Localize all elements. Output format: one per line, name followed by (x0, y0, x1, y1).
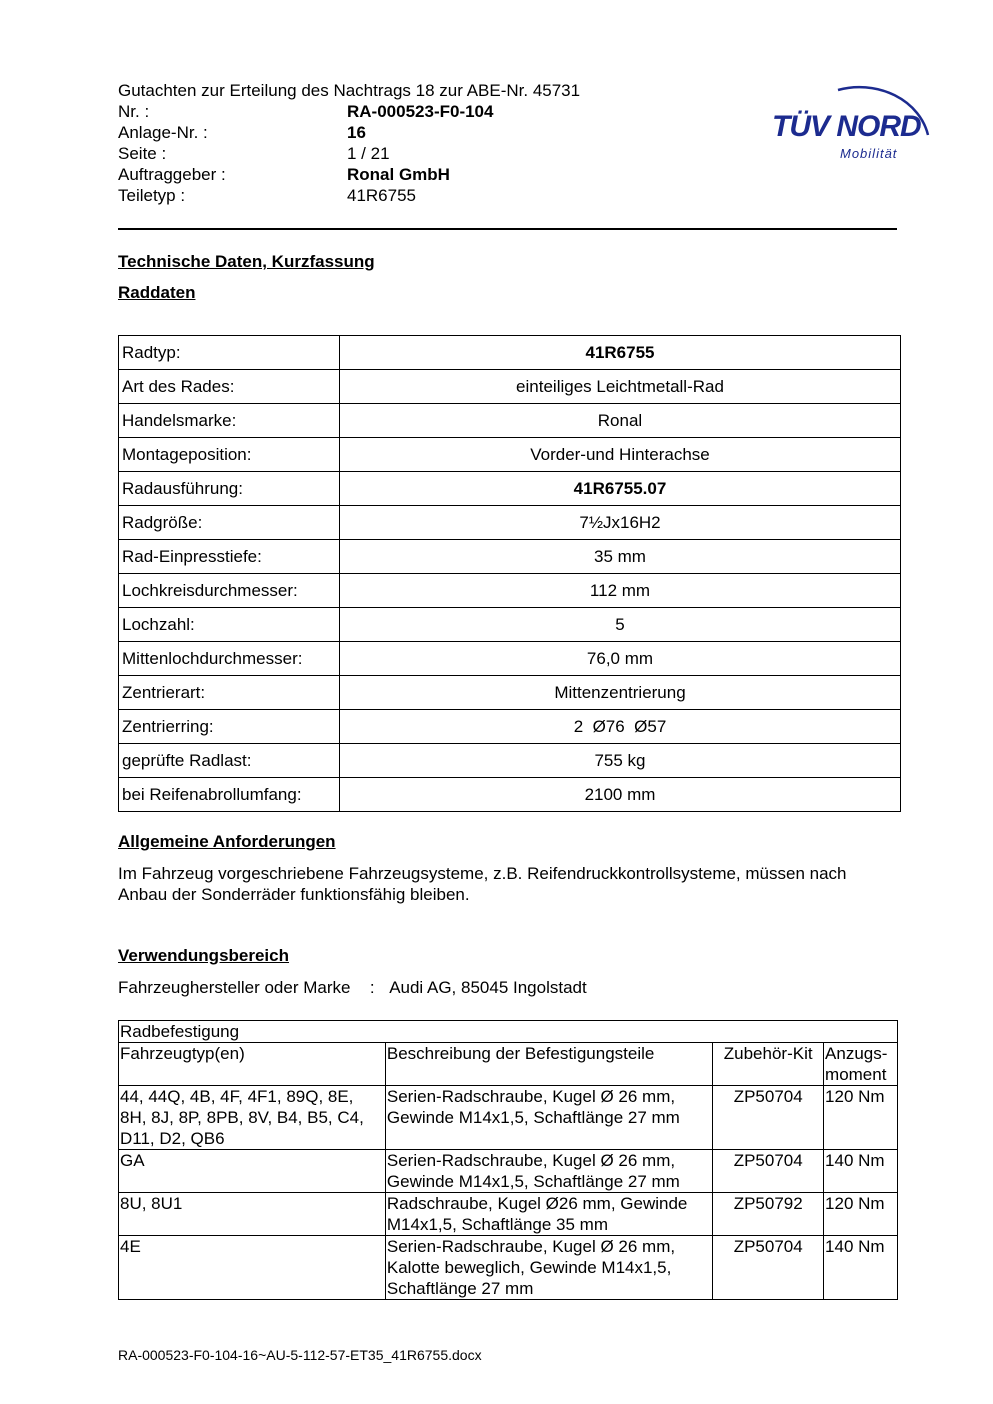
raddaten-value: 41R6755 (340, 336, 901, 370)
raddaten-label: Montageposition: (119, 438, 340, 472)
raddaten-value: 76,0 mm (340, 642, 901, 676)
header-label: Anlage-Nr. : (118, 123, 208, 142)
column-header: Zubehör-Kit (713, 1043, 824, 1086)
table-row (119, 472, 901, 506)
raddaten-value: 2100 mm (340, 778, 901, 812)
raddaten-value: 41R6755.07 (340, 472, 901, 506)
raddaten-value: Vorder-und Hinterachse (340, 438, 901, 472)
logo-subtitle: Mobilität (840, 146, 898, 161)
raddaten-value: einteiliges Leichtmetall-Rad (340, 370, 901, 404)
header-value: RA-000523-F0-104 (347, 102, 494, 121)
raddaten-label: Radausführung: (119, 472, 340, 506)
raddaten-label: Radgröße: (119, 506, 340, 540)
table-row (119, 642, 901, 676)
table-row (119, 778, 901, 812)
raddaten-label: Art des Rades: (119, 370, 340, 404)
section-heading-technische: Technische Daten, Kurzfassung (118, 252, 375, 271)
column-header: Fahrzeugtyp(en) (119, 1043, 386, 1086)
header-row (118, 122, 580, 143)
table-row (119, 676, 901, 710)
table-row (119, 370, 901, 404)
document-header (118, 80, 580, 206)
header-label: Auftraggeber : (118, 165, 226, 184)
table-row (119, 1236, 898, 1300)
fahrzeugtyp-cell: 44, 44Q, 4B, 4F, 4F1, 89Q, 8E, 8H, 8J, 8P, 8PB, 8V, B4, B5, C4, D11, D2, QB6 (119, 1086, 386, 1150)
zubehoer-kit-cell: ZP50704 (713, 1086, 824, 1150)
raddaten-value: 755 kg (340, 744, 901, 778)
radbefestigung-table (118, 1020, 898, 1300)
header-value: 16 (347, 123, 366, 142)
raddaten-value: Mittenzentrierung (340, 676, 901, 710)
table-row (119, 506, 901, 540)
raddaten-label: Lochzahl: (119, 608, 340, 642)
anzugsmoment-cell: 140 Nm (824, 1150, 898, 1193)
fahrzeughersteller-line (118, 978, 587, 998)
allgemeine-text: Im Fahrzeug vorgeschriebene Fahrzeugsysteme, z.B. Reifendruckkontrollsysteme, müssen nach Anbau der Sonderräder funktionsfähig bleiben. (118, 864, 847, 904)
fahrzeughersteller-separator: : (369, 978, 375, 997)
table-header-row (119, 1043, 898, 1086)
anzugsmoment-cell: 120 Nm (824, 1086, 898, 1150)
raddaten-label: Rad-Einpresstiefe: (119, 540, 340, 574)
header-label: Teiletyp : (118, 186, 186, 205)
raddaten-label: Radtyp: (119, 336, 340, 370)
header-row (118, 185, 580, 206)
table-row (119, 540, 901, 574)
beschreibung-cell: Radschraube, Kugel Ø26 mm, Gewinde M14x1,5, Schaftlänge 35 mm (385, 1193, 712, 1236)
header-title: Gutachten zur Erteilung des Nachtrags 18 zur ABE-Nr. 45731 (118, 81, 581, 100)
zubehoer-kit-cell: ZP50792 (713, 1193, 824, 1236)
footer-filename: RA-000523-F0-104-16~AU-5-112-57-ET35_41R6755.docx (118, 1347, 482, 1363)
raddaten-value: Ronal (340, 404, 901, 438)
beschreibung-cell: Serien-Radschraube, Kugel Ø 26 mm, Gewinde M14x1,5, Schaftlänge 27 mm (385, 1086, 712, 1150)
table-row (119, 710, 901, 744)
table-row (119, 404, 901, 438)
raddaten-label: bei Reifenabrollumfang: (119, 778, 340, 812)
beschreibung-cell: Serien-Radschraube, Kugel Ø 26 mm, Kalotte beweglich, Gewinde M14x1,5, Schaftlänge 27 mm (385, 1236, 712, 1300)
raddaten-value: 2 Ø76 Ø57 (340, 710, 901, 744)
section-heading-allgemeine: Allgemeine Anforderungen (118, 832, 336, 851)
anzugsmoment-cell: 120 Nm (824, 1193, 898, 1236)
header-value: Ronal GmbH (347, 165, 450, 184)
table-row (119, 336, 901, 370)
raddaten-value: 35 mm (340, 540, 901, 574)
table-row (119, 438, 901, 472)
raddaten-label: Handelsmarke: (119, 404, 340, 438)
raddaten-label: Zentrierart: (119, 676, 340, 710)
table-title-row (119, 1021, 898, 1043)
anzugsmoment-cell: 140 Nm (824, 1236, 898, 1300)
header-row (118, 143, 580, 164)
header-value: 41R6755 (347, 186, 417, 205)
table-row (119, 608, 901, 642)
fahrzeugtyp-cell: 4E (119, 1236, 386, 1300)
header-row (118, 101, 580, 122)
header-row (118, 164, 580, 185)
fahrzeugtyp-cell: GA (119, 1150, 386, 1193)
table-row (119, 744, 901, 778)
zubehoer-kit-cell: ZP50704 (713, 1236, 824, 1300)
header-label: Seite : (118, 144, 167, 163)
section-heading-verwendung: Verwendungsbereich (118, 946, 289, 965)
beschreibung-cell: Serien-Radschraube, Kugel Ø 26 mm, Gewinde M14x1,5, Schaftlänge 27 mm (385, 1150, 712, 1193)
table-row (119, 1086, 898, 1150)
fahrzeughersteller-value: Audi AG, 85045 Ingolstadt (389, 978, 587, 997)
fahrzeugtyp-cell: 8U, 8U1 (119, 1193, 386, 1236)
table-title-cell: Radbefestigung (119, 1021, 898, 1043)
raddaten-value: 7½Jx16H2 (340, 506, 901, 540)
header-value: 1 / 21 (347, 144, 390, 163)
zubehoer-kit-cell: ZP50704 (713, 1150, 824, 1193)
raddaten-label: Mittenlochdurchmesser: (119, 642, 340, 676)
column-header: Anzugs- moment (824, 1043, 898, 1086)
raddaten-label: Lochkreisdurchmesser: (119, 574, 340, 608)
table-row (119, 1150, 898, 1193)
header-label: Nr. : (118, 102, 150, 121)
raddaten-table (118, 335, 901, 812)
section-heading-raddaten: Raddaten (118, 283, 196, 302)
fahrzeughersteller-label: Fahrzeughersteller oder Marke (118, 978, 351, 997)
raddaten-value: 5 (340, 608, 901, 642)
header-divider (118, 228, 897, 230)
logo-wordmark: TÜV NORD (772, 110, 921, 143)
raddaten-value: 112 mm (340, 574, 901, 608)
tuev-nord-logo (768, 60, 948, 170)
table-row (119, 574, 901, 608)
raddaten-label: Zentrierring: (119, 710, 340, 744)
table-row (119, 1193, 898, 1236)
column-header: Beschreibung der Befestigungsteile (385, 1043, 712, 1086)
raddaten-label: geprüfte Radlast: (119, 744, 340, 778)
